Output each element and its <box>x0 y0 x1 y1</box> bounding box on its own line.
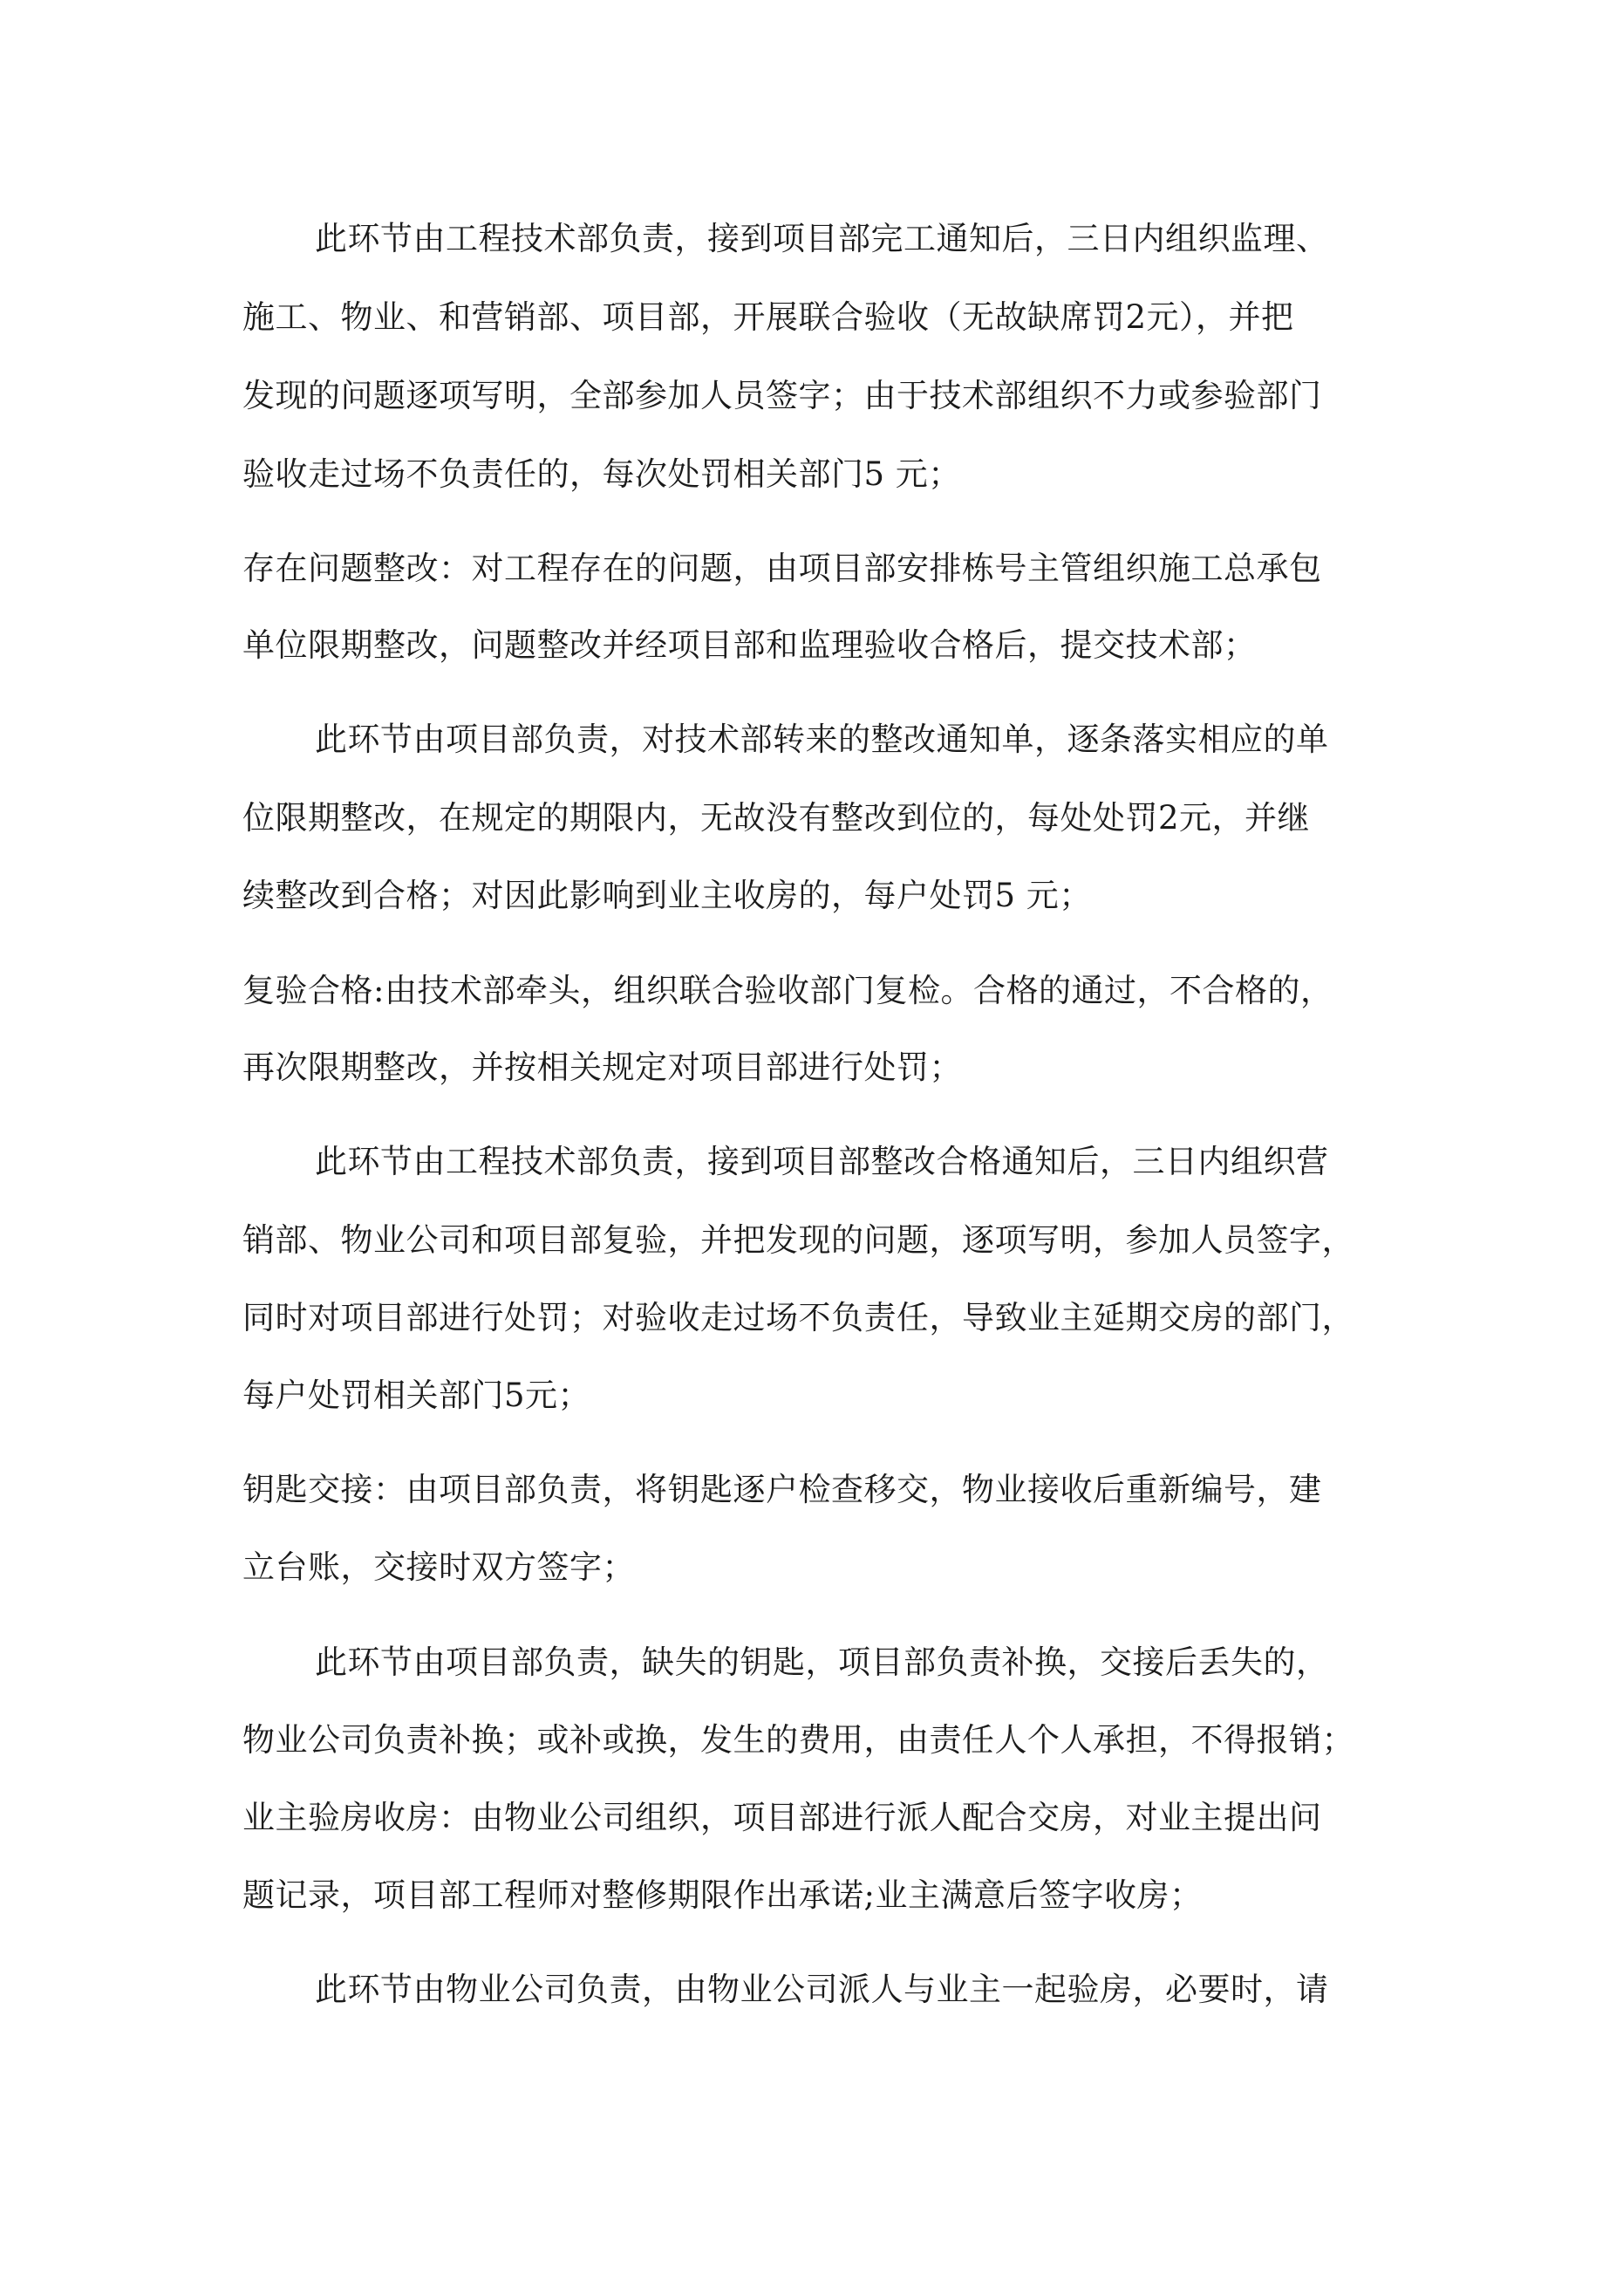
text-line: 业主验房收房：由物业公司组织，项目部进行派人配合交房，对业主提出问 <box>242 1799 1322 1836</box>
document-body <box>242 0 1402 2296</box>
text-line: 物业公司负责补换；或补或换，发生的费用，由责任人个人承担，不得报销； <box>242 1721 1354 1759</box>
text-line: 同时对项目部进行处罚；对验收走过场不负责任，导致业主延期交房的部门， <box>242 1299 1354 1336</box>
text-line: 验收走过场不负责任的，每次处罚相关部门5 元； <box>242 455 961 493</box>
text-line: 施工、物业、和营销部、项目部，开展联合验收（无故缺席罚2元），并把 <box>242 298 1294 336</box>
text-line: 存在问题整改：对工程存在的问题，由项目部安排栋号主管组织施工总承包 <box>242 550 1322 587</box>
text-line: 销部、物业公司和项目部复验，并把发现的问题，逐项写明，参加人员签字， <box>242 1221 1354 1259</box>
text-line: 复验合格:由技术部牵头，组织联合验收部门复检。合格的通过，不合格的， <box>242 972 1333 1009</box>
text-line: 此环节由物业公司负责，由物业公司派人与业主一起验房，必要时，请 <box>315 1971 1329 2008</box>
text-line: 题记录，项目部工程师对整修期限作出承诺;业主满意后签字收房； <box>242 1876 1203 1914</box>
text-line: 此环节由项目部负责，对技术部转来的整改通知单，逐条落实相应的单 <box>315 721 1329 758</box>
text-line: 钥匙交接：由项目部负责，将钥匙逐户检查移交，物业接收后重新编号，建 <box>242 1471 1322 1508</box>
text-line: 每户处罚相关部门5元； <box>242 1377 591 1414</box>
text-line: 立台账，交接时双方签字； <box>242 1548 635 1586</box>
text-line: 再次限期整改，并按相关规定对项目部进行处罚； <box>242 1049 962 1086</box>
text-line: 此环节由工程技术部负责，接到项目部完工通知后，三日内组织监理、 <box>315 220 1329 257</box>
text-line: 位限期整改，在规定的期限内，无故没有整改到位的，每处处罚2元，并继 <box>242 799 1311 837</box>
text-line: 续整改到合格；对因此影响到业主收房的，每户处罚5 元； <box>242 877 1092 914</box>
text-line: 发现的问题逐项写明，全部参加人员签字；由于技术部组织不力或参验部门 <box>242 377 1322 414</box>
text-line: 此环节由项目部负责，缺失的钥匙，项目部负责补换，交接后丢失的， <box>315 1643 1329 1681</box>
text-line: 单位限期整改，问题整改并经项目部和监理验收合格后，提交技术部； <box>242 626 1257 664</box>
text-line: 此环节由工程技术部负责，接到项目部整改合格通知后，三日内组织营 <box>315 1143 1329 1180</box>
